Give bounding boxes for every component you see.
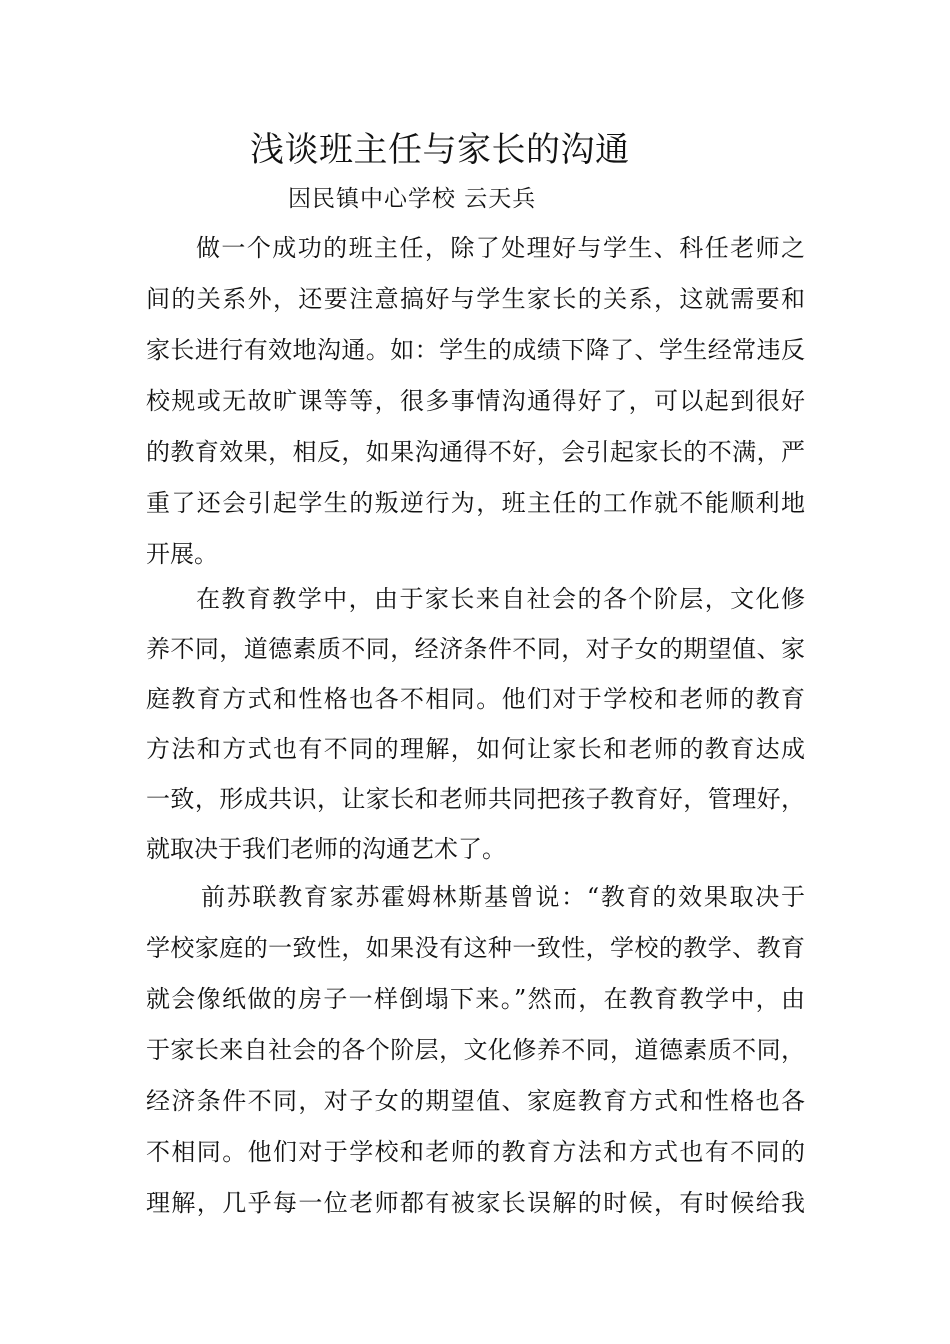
paragraph-line: 经济条件不同，对子女的期望值、家庭教育方式和性格也各 [146, 1087, 805, 1115]
paragraph-line: 就取决于我们老师的沟通艺术了。 [146, 835, 506, 863]
paragraph-line: 一致，形成共识，让家长和老师共同把孩子教育好，管理好， [146, 785, 805, 813]
paragraph-line: 做一个成功的班主任，除了处理好与学生、科任老师之 [196, 234, 805, 262]
paragraph-line: 家长进行有效地沟通。如：学生的成绩下降了、学生经常违反 [146, 336, 805, 364]
paragraph-line: 前苏联教育家苏霍姆林斯基曾说：“教育的效果取决于 [201, 883, 805, 911]
paragraph-line: 庭教育方式和性格也各不相同。他们对于学校和老师的教育 [146, 685, 805, 713]
paragraph-line: 理解，几乎每一位老师都有被家长误解的时候，有时候给我 [146, 1189, 805, 1217]
paragraph-line: 重了还会引起学生的叛逆行为，班主任的工作就不能顺利地 [146, 489, 805, 517]
paragraph-line: 在教育教学中，由于家长来自社会的各个阶层，文化修 [196, 585, 805, 613]
paragraph-line: 学校家庭的一致性，如果没有这种一致性，学校的教学、教育 [146, 934, 805, 962]
document-byline: 因民镇中心学校 云天兵 [288, 186, 537, 212]
paragraph-line: 的教育效果，相反，如果沟通得不好，会引起家长的不满，严 [146, 438, 805, 466]
paragraph-line: 开展。 [146, 540, 218, 568]
document-title: 浅谈班主任与家长的沟通 [250, 130, 630, 170]
paragraph-line: 不相同。他们对于学校和老师的教育方法和方式也有不同的 [146, 1138, 805, 1166]
paragraph-line: 方法和方式也有不同的理解，如何让家长和老师的教育达成 [146, 735, 805, 763]
paragraph-line: 于家长来自社会的各个阶层，文化修养不同，道德素质不同， [146, 1036, 805, 1064]
paragraph-line: 就会像纸做的房子一样倒塌下来。”然而，在教育教学中，由 [146, 985, 805, 1013]
paragraph-line: 间的关系外，还要注意搞好与学生家长的关系，这就需要和 [146, 285, 805, 313]
paragraph-line: 养不同，道德素质不同，经济条件不同，对子女的期望值、家 [146, 635, 805, 663]
paragraph-line: 校规或无故旷课等等，很多事情沟通得好了，可以起到很好 [146, 387, 805, 415]
